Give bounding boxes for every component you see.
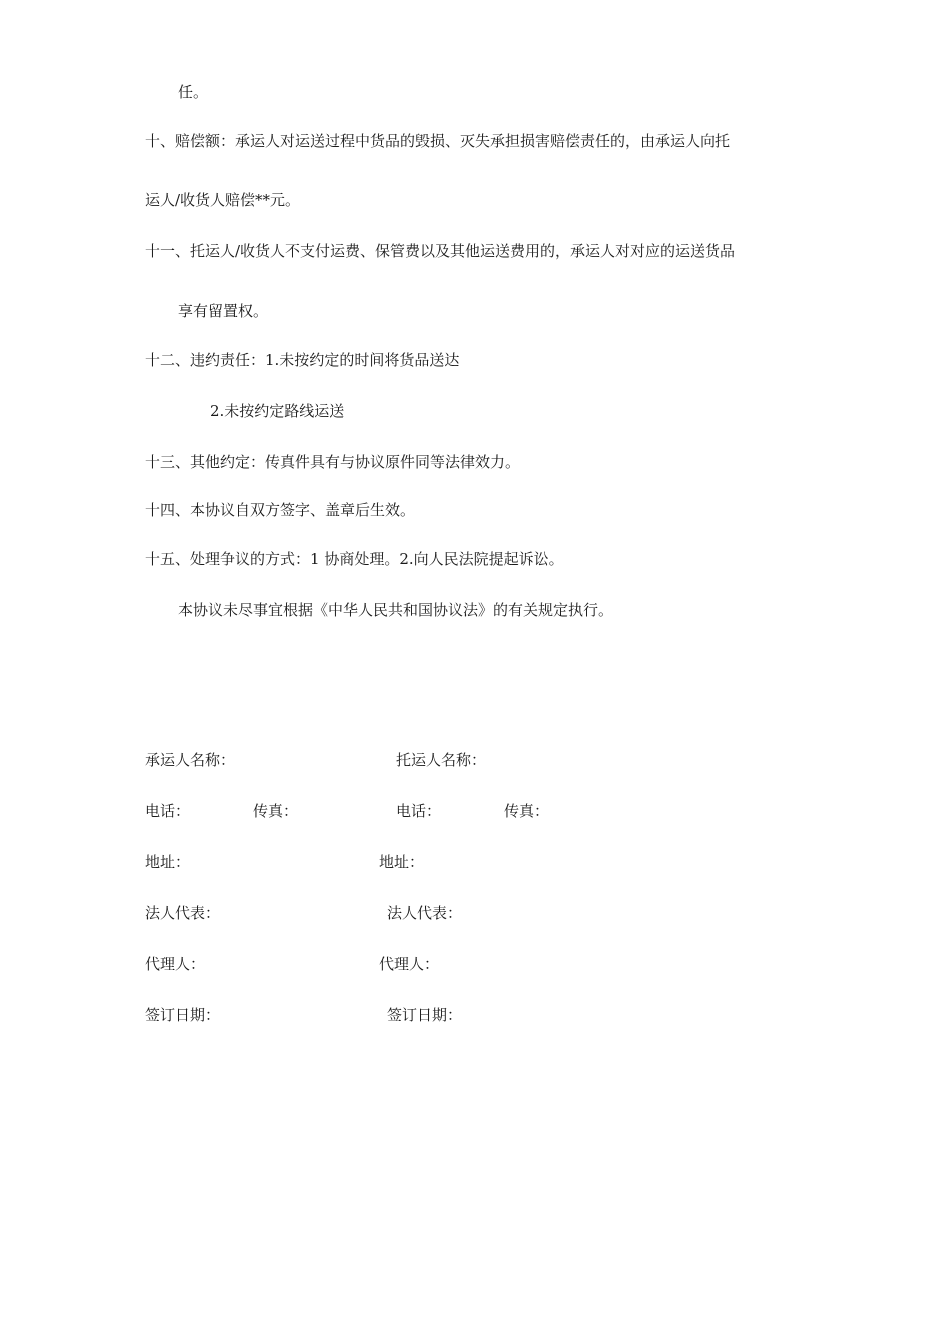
closing-statement: 本协议未尽事宜根据《中华人民共和国协议法》的有关规定执行。 — [178, 601, 614, 619]
shipper-phone-label: 电话： — [396, 802, 442, 820]
shipper-sign-date-label: 签订日期： — [387, 1006, 463, 1024]
carrier-name-label: 承运人名称： — [145, 751, 236, 769]
carrier-sign-date-label: 签订日期： — [145, 1006, 221, 1024]
carrier-phone-label: 电话： — [145, 802, 191, 820]
clause-15: 十五、处理争议的方式：1 协商处理。2.向人民法院提起诉讼。 — [145, 550, 564, 568]
shipper-address-label: 地址： — [379, 853, 425, 871]
clause-12-line-1: 十二、违约责任：1.未按约定的时间将货品送达 — [145, 351, 460, 369]
shipper-fax-label: 传真： — [504, 802, 550, 820]
clause-11-line-2: 享有留置权。 — [178, 302, 269, 320]
clause-10-line-2: 运人/收货人赔偿**元。 — [145, 191, 301, 209]
clause-11-line-1: 十一、托运人/收货人不支付运费、保管费以及其他运送费用的，承运人对对应的运送货品 — [145, 242, 736, 260]
shipper-legal-rep-label: 法人代表： — [387, 904, 463, 922]
clause-12-line-2: 2.未按约定路线运送 — [210, 402, 345, 420]
shipper-agent-label: 代理人： — [379, 955, 440, 973]
clause-13: 十三、其他约定：传真件具有与协议原件同等法律效力。 — [145, 453, 521, 471]
carrier-fax-label: 传真： — [253, 802, 299, 820]
carrier-legal-rep-label: 法人代表： — [145, 904, 221, 922]
clause-14: 十四、本协议自双方签字、盖章后生效。 — [145, 501, 416, 519]
carrier-agent-label: 代理人： — [145, 955, 206, 973]
shipper-name-label: 托运人名称： — [396, 751, 487, 769]
carrier-address-label: 地址： — [145, 853, 191, 871]
clause-9-tail: 任。 — [178, 83, 209, 101]
clause-10-line-1: 十、赔偿额：承运人对运送过程中货品的毁损、灭失承担损害赔偿责任的，由承运人向托 — [145, 132, 731, 150]
